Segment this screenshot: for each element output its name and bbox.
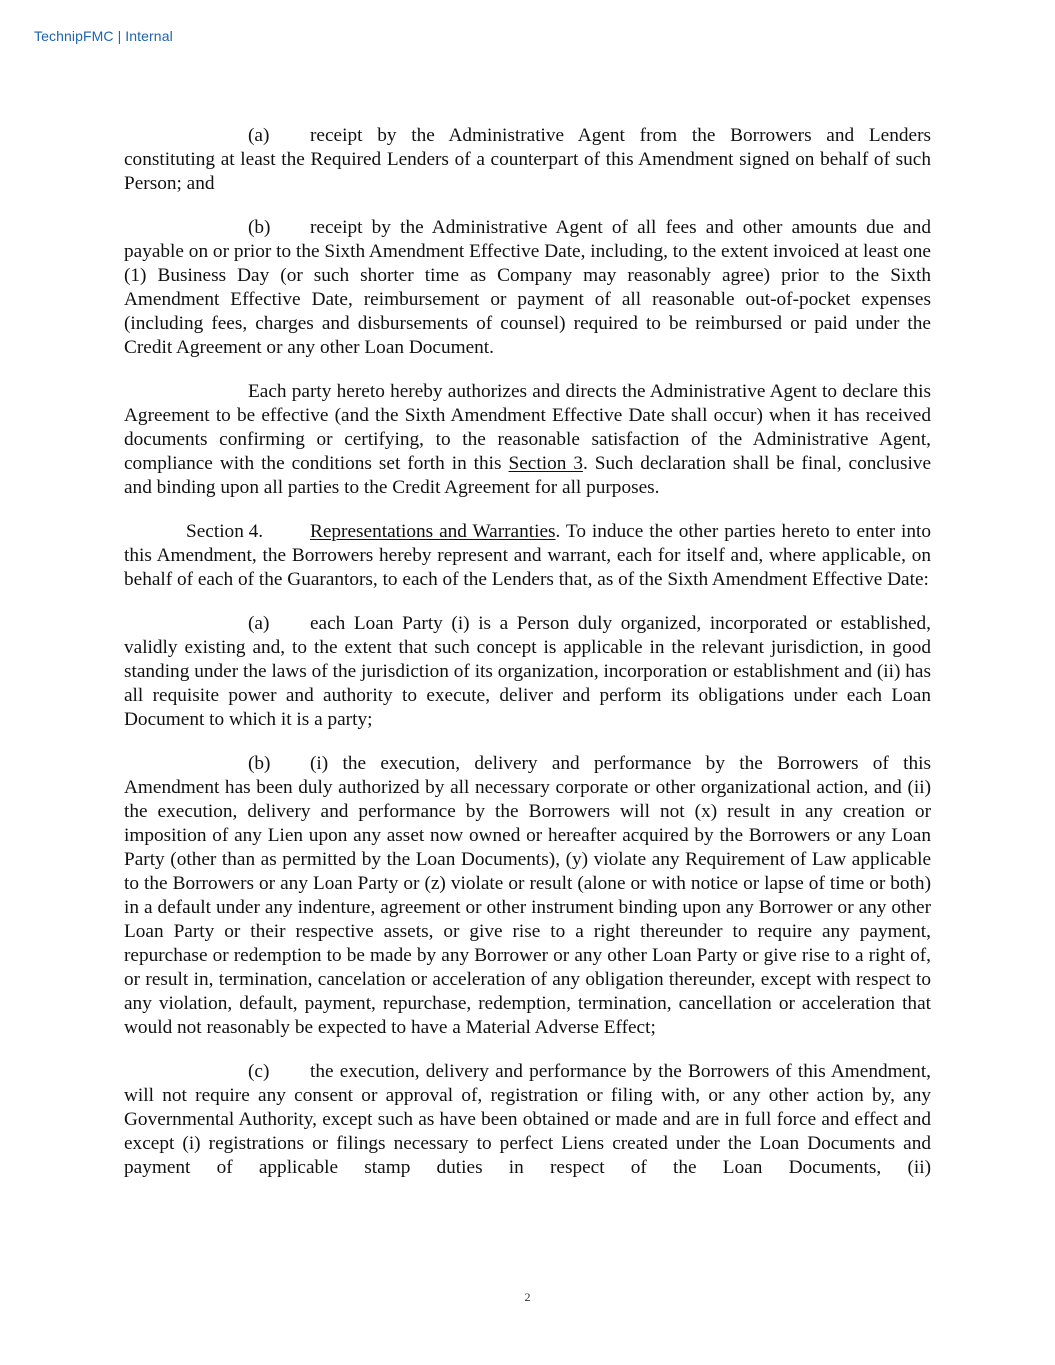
page-number: 2 [524,1290,531,1304]
paragraph-4b [124,752,931,1040]
clause-label: (b) [248,217,271,238]
clause-text: . Such declaration shall be final, conclusive and binding upon all parties to the Credit Agreement for all purposes. [124,453,932,498]
clause-text: Each party hereto hereby authorizes and directs the Administrative Agent to declare this Agreement to be effective (and the Sixth Amendment Effective Date shall occur) when it has received documents confirming or certifying, to the reasonable satisfaction of the Administrative Agent, compliance with the conditions set forth in this [124,381,931,474]
clause-text: each Loan Party (i) is a Person duly organized, incorporated or established, validly existing and, to the extent that such concept is applicable in the relevant jurisdiction, in good standing under the laws of the jurisdiction of its organization, incorporation or establishment and (ii) has all requisite power and authority to execute, deliver and perform its obligations under each Loan Document to which it is a party; [124,613,931,730]
clause-text: the execution, delivery and performance by the Borrowers of this Amendment, will not require any consent or approval of, registration or filing with, or any other action by, any Governmental Authority, except such as have been obtained or made and are in full force and effect and except (i) registrations or filings necessary to perfect Liens created under the Loan Documents and payment of applicable stamp duties in respect of the Loan Documents, (ii) [124,1061,931,1178]
clause-label: (c) [248,1061,270,1082]
clause-label: (a) [248,125,270,146]
section-label: Section 4. [186,521,264,542]
clause-label: (a) [248,613,270,634]
clause-text: (i) the execution, delivery and performance by the Borrowers of this Amendment has been duly authorized by all necessary corporate or other organizational action, and (ii) the execution, delivery and performance by the Borrowers will not (x) result in any creation or imposition of any Lien upon any asset now owned or hereafter acquired by the Borrowers or any Loan Party (other than as permitted by the Loan Documents), (y) violate any Requirement of Law applicable to the Borrowers or any Loan Party or (z) violate or result (alone or with notice or lapse of time or both) in a default under any indenture, agreement or other instrument binding upon any Borrower or any other Loan Party or their respective assets, or give rise to a right thereunder to require any payment, repurchase or redemption to be made by any Borrower or any other Loan Party or give rise to a right of, or result in, termination, cancelation or acceleration of any obligation thereunder, except with respect to any violation, default, payment, repurchase, redemption, termination, cancellation or acceleration that would not reasonably be expected to have a Material Adverse Effect; [124,753,931,1038]
section-heading: Representations and Warranties [310,521,556,542]
clause-text: . To induce the other parties hereto to enter into this Amendment, the Borrowers hereby represent and warrant, each for itself and, where applicable, on behalf of each of the Guarantors, to each of the Lenders that, as of the Sixth Amendment Effective Date: [124,521,932,590]
document-body [124,124,931,1200]
classification-label: TechnipFMC | Internal [34,28,173,44]
section-4-heading-paragraph [124,520,931,592]
paragraph-4c [124,1060,931,1180]
section-3-reference: Section 3 [508,453,583,474]
paragraph-authorization [124,380,931,500]
paragraph-4a [124,612,931,732]
paragraph-3b [124,216,931,360]
paragraph-3a [124,124,931,196]
clause-text: receipt by the Administrative Agent of all fees and other amounts due and payable on or prior to the Sixth Amendment Effective Date, including, to the extent invoiced at least one (1) Business Day (or such shorter time as Company may reasonably agree) prior to the Sixth Amendment Effective Date, reimbursement or payment of all reasonable out-of-pocket expenses (including fees, charges and disbursements of counsel) required to be reimbursed or paid under the Credit Agreement or any other Loan Document. [124,217,931,358]
clause-label: (b) [248,753,271,774]
clause-text: receipt by the Administrative Agent from the Borrowers and Lenders constituting at least the Required Lenders of a counterpart of this Amendment signed on behalf of such Person; and [124,125,931,194]
